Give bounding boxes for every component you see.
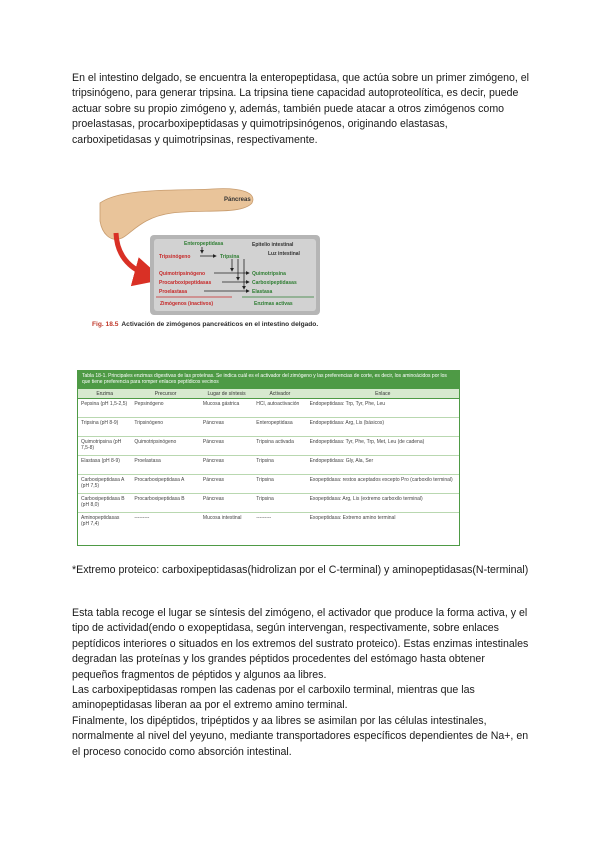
table-cell: Procarboxipeptidasa A xyxy=(131,475,200,494)
inactive-label: Zimógenos (inactivos) xyxy=(160,301,214,307)
table-cell: Páncreas xyxy=(200,475,253,494)
table-cell: Exopeptidasa: Extremo amino terminal xyxy=(309,515,396,521)
figure-caption xyxy=(92,320,332,329)
active-enzyme-label: Elastasa xyxy=(252,289,273,295)
table-cell: Aminopeptidasas (pH 7,4) xyxy=(81,515,120,527)
table-cell: Tripsina xyxy=(253,494,306,513)
lumen-label: Luz intestinal xyxy=(268,251,300,257)
table-cell: Tripsina activada xyxy=(253,437,306,456)
table-row xyxy=(78,494,459,513)
table-cell: Tripsina xyxy=(253,456,306,475)
zymogen-label: Tripsinógeno xyxy=(159,254,191,260)
table-cell: Pepsina (pH 1,5-2,5) xyxy=(78,399,131,418)
footnote-paragraph: *Extremo proteico: carboxipeptidasas(hidrolizan por el C-terminal) y aminopeptidasas(N-terminal) xyxy=(72,564,529,576)
table-row xyxy=(78,475,459,494)
header-cell: Activador xyxy=(253,389,306,399)
body-paragraph: Esta tabla recoge el lugar se síntesis del zimógeno, el activador que produce la forma activa, y el tipo de actividad(endo o exopeptidasa, según intervengan, respectivamente, sobre enlaces peptídicos interiores o situados en los extremos del sustrato proteico). Estas enzimas intestinales degradan las proteínas y los grandes péptidos procedentes del estómago hasta obtener pequeños fragmentos de péptidos y algunos aa libres. Las carboxipeptidasas rompen las cadenas por el carboxilo terminal, mientras que las aminopeptidasas liberan aa por el extremo amino terminal. Finalmente, los dipéptidos, tripéptidos y aa libres se asimilan por las células intestinales, normalmente al nivel del yeyuno, mediante transportadores específicos dependientes de Na+, en el proceso conocido como absorción intestinal. xyxy=(72,607,529,758)
table-cell: Páncreas xyxy=(200,418,253,437)
table-cell: Exopeptidasa: restos aceptados excepto Pro (carboxilo terminal) xyxy=(307,475,459,494)
table-header-row xyxy=(78,389,459,399)
active-label: Enzimas activas xyxy=(254,301,293,307)
table-cell: HCl, autoactivación xyxy=(253,399,306,418)
zymogen-label: Proelastasa xyxy=(159,289,188,295)
table-row xyxy=(78,399,459,418)
table-cell: Quimotripsinógeno xyxy=(131,437,200,456)
header-cell: Enlace xyxy=(307,389,459,399)
table-cell: Páncreas xyxy=(200,437,253,456)
table-cell: Mucosa gástrica xyxy=(200,399,253,418)
table-cell: --------- xyxy=(134,515,150,521)
table-cell: Endopeptidasa: Tyr, Phe, Trp, Met, Leu (de cadena) xyxy=(307,437,459,456)
trypsin-label: Tripsina xyxy=(220,254,240,260)
table-row xyxy=(78,456,459,475)
table-cell: Páncreas xyxy=(200,494,253,513)
active-enzyme-label: Quimotripsina xyxy=(252,271,286,277)
header-cell: Lugar de síntesis xyxy=(200,389,253,399)
enteropeptidase-label: Enteropeptidasa xyxy=(184,241,224,247)
table-row xyxy=(78,418,459,437)
table-row xyxy=(78,437,459,456)
active-enzyme-label: Carboxipeptidasas xyxy=(252,280,297,286)
pancreas-label: Páncreas xyxy=(224,197,251,203)
table-cell: Enteropeptidasa xyxy=(253,418,306,437)
zymogen-label: Quimotripsinógeno xyxy=(159,271,206,277)
table-cell: --------- xyxy=(256,515,272,521)
table-cell: Carboxipeptidasa A (pH 7,5) xyxy=(78,475,131,494)
table-cell: Pepsinógeno xyxy=(131,399,200,418)
table-cell: Tripsinógeno xyxy=(131,418,200,437)
table-cell: Mucosa intestinal xyxy=(202,515,242,521)
table-cell: Procarboxipeptidasa B xyxy=(131,494,200,513)
digestive-enzymes-table xyxy=(77,370,460,546)
zymogen-activation-figure xyxy=(92,183,332,353)
intro-paragraph: En el intestino delgado, se encuentra la enteropeptidasa, que actúa sobre un primer zimógeno, el tripsinógeno, para generar tripsina. La tripsina tiene capacidad autoproteolítica, es decir, puede actuar sobre su propio zimógeno y, además, también puede atacar a otros zimógenos como proelastasas, procarboxipeptidasas y quimotripsinógenos, originando elastasas, carboxipetidasas y quimotripsinas, respectivamente. xyxy=(72,72,530,146)
table-cell: Carboxipeptidasa B (pH 8,0) xyxy=(78,494,131,513)
table-title: Tabla 18-1. Principales enzimas digestivas de las proteínas. Se indica cuál es el activador del zimógeno y las preferencias de corte, es decir, los aminoácidos por los que tiene preferencia para romper enlaces peptídicos vecinos xyxy=(78,371,459,389)
table-cell: Endopeptidasa: Arg, Lis (básicos) xyxy=(307,418,459,437)
epithelium-label: Epitelio intestinal xyxy=(252,242,294,248)
table-cell: Proelastasa xyxy=(131,456,200,475)
table-cell: Exopeptidasa: Arg, Lis (extremo carboxilo terminal) xyxy=(307,494,459,513)
table-cell: Endopeptidasa: Trp, Tyr, Phe, Leu xyxy=(307,399,459,418)
zymogen-diagram xyxy=(92,183,332,318)
secretion-arrow xyxy=(116,233,154,277)
table-cell: Quimotripsina (pH 7,5-8) xyxy=(78,437,131,456)
table-cell: Tripsina (pH 8-9) xyxy=(78,418,131,437)
table-cell: Elastasa (pH 8-9) xyxy=(78,456,131,475)
figure-caption-text: Activación de zimógenos pancreáticos en el intestino delgado. xyxy=(121,321,319,328)
table-cell: Tripsina xyxy=(253,475,306,494)
header-cell: Precursor xyxy=(131,389,200,399)
figure-number: Fig. 18.5 xyxy=(92,321,119,328)
enzymes-table xyxy=(78,389,459,531)
table-cell: Páncreas xyxy=(200,456,253,475)
table-row xyxy=(78,513,459,532)
zymogen-label: Procarboxipeptidasas xyxy=(159,280,212,286)
table-cell: Endopeptidasa: Gly, Ala, Ser xyxy=(307,456,459,475)
header-cell: Enzima xyxy=(78,389,131,399)
